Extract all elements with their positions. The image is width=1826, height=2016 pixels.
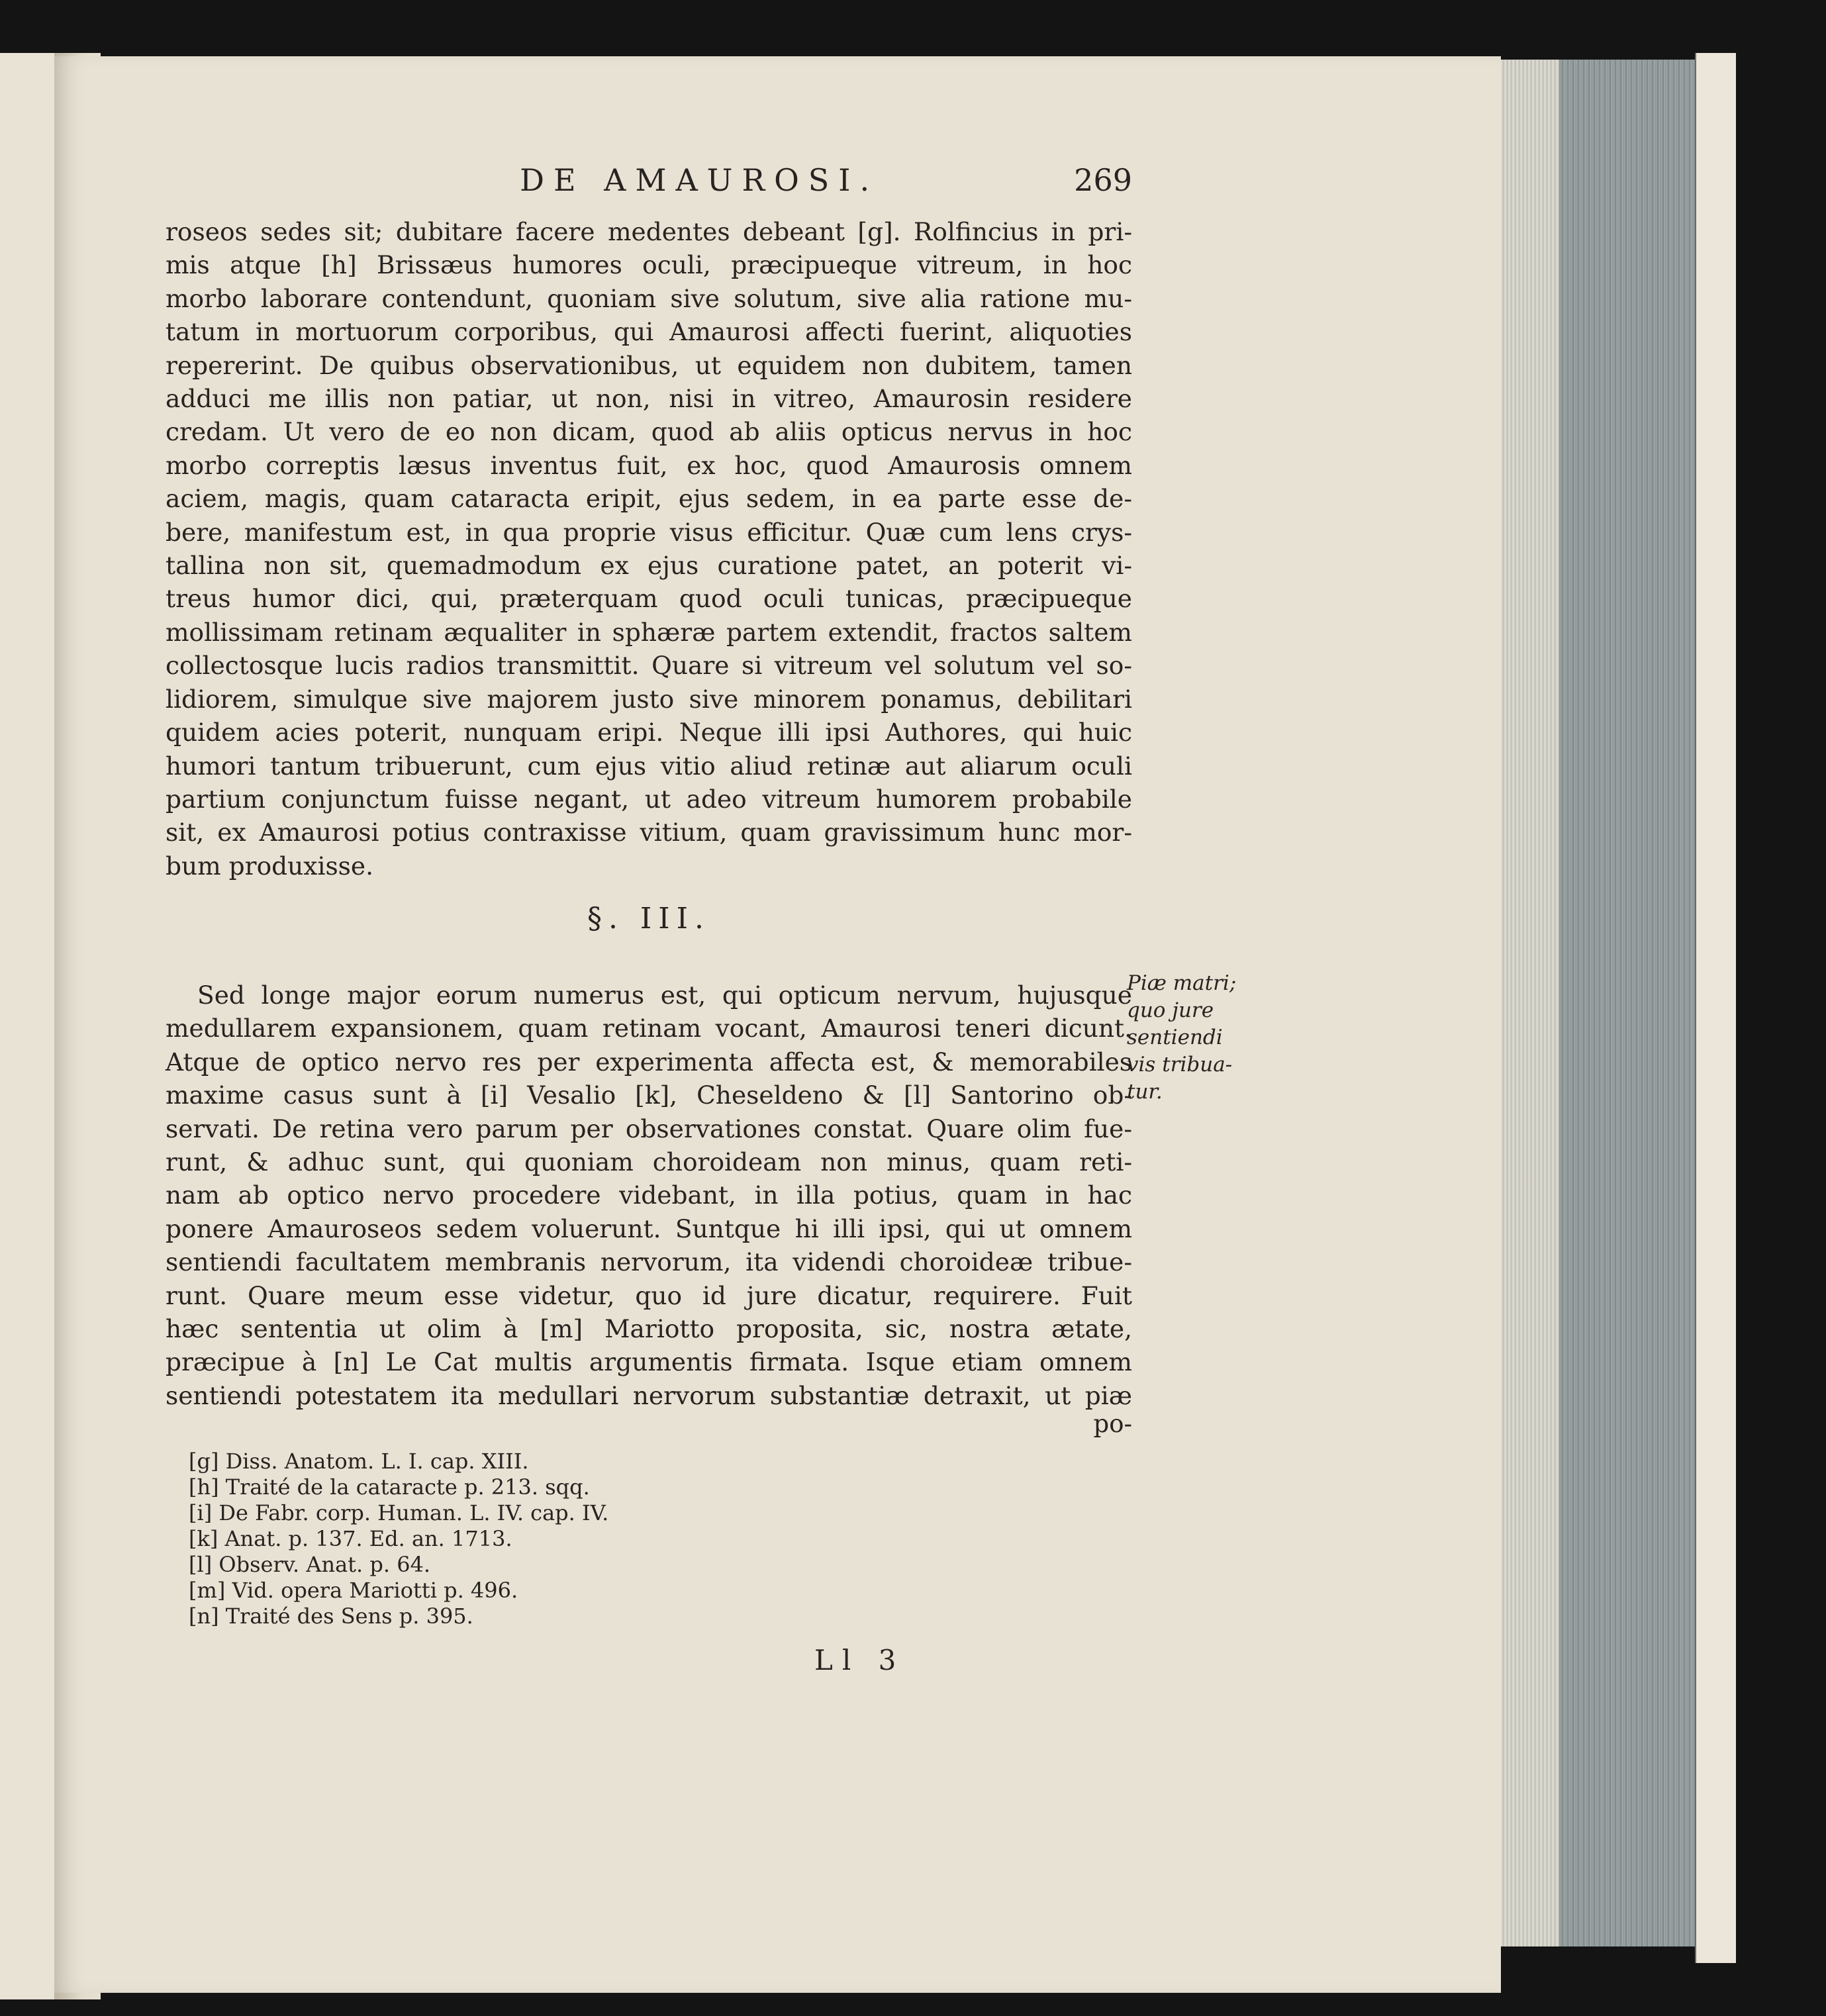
paragraph-2 bbox=[166, 979, 1132, 1412]
marginal-note bbox=[1127, 970, 1259, 1106]
text-line: bum produxisse. bbox=[166, 851, 374, 881]
text-line: collectosque lucis radios transmittit. Quare si vitreum vel solutum vel so- bbox=[166, 651, 1132, 681]
page-number: 269 bbox=[1074, 162, 1132, 198]
text-line: bere, manifestum est, in qua proprie visus efficitur. Quæ cum lens crys- bbox=[166, 517, 1132, 547]
text-line: roseos sedes sit; dubitare facere medentes debeant [g]. Rolfincius in pri- bbox=[166, 217, 1132, 246]
text-line: maxime casus sunt à [i] Vesalio [k], Cheseldeno & [l] Santorino ob- bbox=[166, 1080, 1132, 1110]
text-line: sit, ex Amaurosi potius contraxisse vitium, quam gravissimum hunc mor- bbox=[166, 818, 1132, 847]
text-line: mis atque [h] Brissæus humores oculi, præcipueque vitreum, in hoc bbox=[166, 250, 1132, 280]
text-line: medullarem expansionem, quam retinam vocant, Amaurosi teneri dicunt. bbox=[166, 1014, 1132, 1043]
facing-page-edge bbox=[0, 53, 56, 1999]
text-line: runt, & adhuc sunt, qui quoniam choroideam non minus, quam reti- bbox=[166, 1147, 1132, 1177]
text-line: Atque de optico nervo res per experimenta affecta est, & memorabiles bbox=[166, 1047, 1132, 1077]
page-header bbox=[166, 162, 1132, 209]
marginal-line: sentiendi bbox=[1127, 1026, 1223, 1049]
text-line: sentiendi facultatem membranis nervorum, ita videndi choroideæ tribue- bbox=[166, 1247, 1132, 1277]
text-line: ponere Amaurosеos sedem voluerunt. Suntque hi illi ipsi, qui ut omnem bbox=[166, 1214, 1132, 1243]
marginal-line: Piæ matri; bbox=[1127, 971, 1237, 995]
text-line: sentiendi potestatem ita medullari nervorum substantiæ detraxit, ut piæ bbox=[166, 1380, 1132, 1410]
text-line: morbo correptis læsus inventus fuit, ex hoc, quod Amaurosis omnem bbox=[166, 450, 1132, 480]
text-line: credam. Ut vero de eo non dicam, quod ab aliis opticus nervus in hoc bbox=[166, 417, 1132, 447]
marginal-line: quo jure bbox=[1127, 998, 1214, 1022]
marginal-line: tur. bbox=[1127, 1080, 1163, 1104]
footnote: [n] Traité des Sens p. 395. bbox=[189, 1604, 473, 1629]
book-cover-edge bbox=[1695, 53, 1736, 1963]
footnotes bbox=[189, 1449, 785, 1629]
text-line: tallina non sit, quemadmodum ex ejus curatione patet, an poterit vi- bbox=[166, 551, 1132, 581]
text-line: hæc sententia ut olim à [m] Mariotto proposita, sic, nostra ætate, bbox=[166, 1314, 1132, 1344]
footnote: [h] Traité de la cataracte p. 213. sqq. bbox=[189, 1474, 590, 1500]
text-line: nam ab optico nervo procedere videbant, in illa potius, quam in hac bbox=[166, 1180, 1132, 1210]
text-line: adduci me illis non patiar, ut non, nisi in vitreo, Amaurosin residere bbox=[166, 384, 1132, 414]
text-line: mollissimam retinam æqualiter in sphæræ partem extendit, fractos saltem bbox=[166, 617, 1132, 647]
text-line: Sed longe major eorum numerus est, qui opticum nervum, hujusque bbox=[197, 981, 1132, 1010]
marginal-line: vis tribua- bbox=[1127, 1053, 1233, 1077]
footnote: [i] De Fabr. corp. Human. L. IV. cap. IV. bbox=[189, 1500, 609, 1525]
text-line: lidiorem, simulque sive majorem justo sive minorem ponamus, debilitari bbox=[166, 684, 1132, 714]
text-line: quidem acies poterit, nunquam eripi. Neque illi ipsi Authores, qui huic bbox=[166, 718, 1132, 747]
text-line: tatum in mortuorum corporibus, qui Amaurosi affecti fuerint, aliquoties bbox=[166, 317, 1132, 347]
text-line: servati. De retina vero parum per observationes constat. Quare olim fue- bbox=[166, 1114, 1132, 1143]
section-heading: §. III. bbox=[587, 902, 711, 936]
text-line: morbo laborare contendunt, quoniam sive solutum, sive alia ratione mu- bbox=[166, 283, 1132, 313]
signature-mark: Ll 3 bbox=[814, 1644, 906, 1676]
text-line: runt. Quare meum esse videtur, quo id jure dicatur, requirere. Fuit bbox=[166, 1280, 1132, 1310]
text-line: aciem, magis, quam cataracta eripit, ejus sedem, in ea parte esse de- bbox=[166, 484, 1132, 514]
text-line: præcipue à [n] Le Cat multis argumentis firmata. Isque etiam omnem bbox=[166, 1347, 1132, 1377]
paragraph-1 bbox=[166, 215, 1132, 883]
footnote: [k] Anat. p. 137. Ed. an. 1713. bbox=[189, 1526, 512, 1551]
footnote: [g] Diss. Anatom. L. I. cap. XIII. bbox=[189, 1449, 529, 1474]
footnote: [l] Observ. Anat. p. 64. bbox=[189, 1552, 431, 1577]
footnote: [m] Vid. opera Mariotti p. 496. bbox=[189, 1578, 518, 1603]
text-line: humori tantum tribuerunt, cum ejus vitio aliud retinæ aut aliarum oculi bbox=[166, 751, 1132, 781]
running-head: DE AMAUROSI. bbox=[520, 162, 879, 198]
text-line: repererint. De quibus observationibus, ut equidem non dubitem, tamen bbox=[166, 350, 1132, 380]
catchword: po- bbox=[1093, 1410, 1132, 1438]
text-line: treus humor dici, qui, præterquam quod oculi tunicas, præcipueque bbox=[166, 584, 1132, 614]
text-line: partium conjunctum fuisse negant, ut adeo vitreum humorem probabile bbox=[166, 784, 1132, 814]
